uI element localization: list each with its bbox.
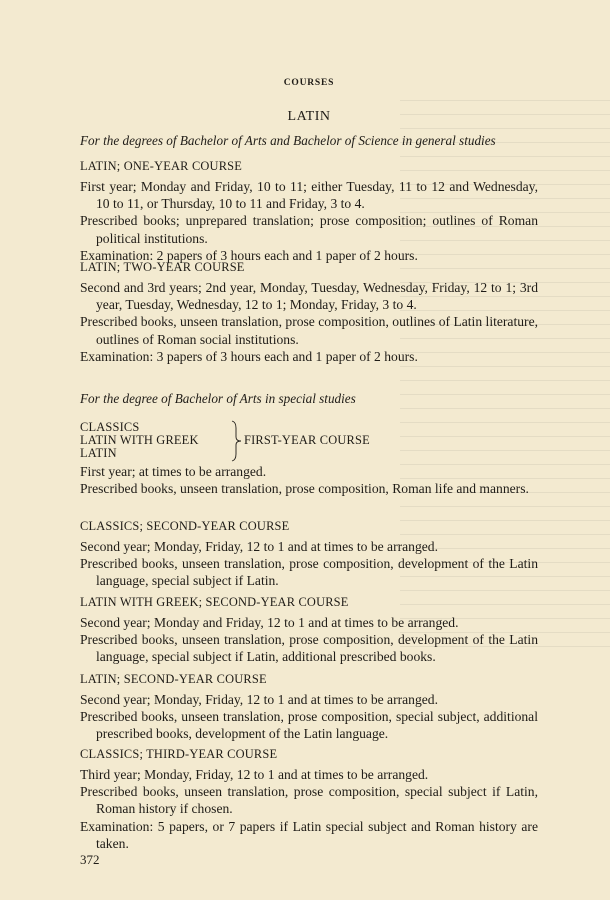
page-title: LATIN [287,109,331,124]
brace-icon [230,420,244,462]
section-latin-second-year [80,671,538,743]
section-classics-third-year [80,746,538,852]
entry-schedule: First year; at times to be arranged. [80,464,267,479]
group-item-latin: LATIN [80,446,117,460]
entry-schedule: Third year; Monday, Friday, 12 to 1 and at times to be arranged. [80,767,429,782]
entry-content: Prescribed books, unseen translation, prose composition, development of the Latin language, special subject if Latin, additional prescribed books. [80,632,538,665]
entry-schedule: Second year; Monday, Friday, 12 to 1 and at times to be arranged. [80,539,438,554]
section-latin-two-year [80,259,538,365]
section-latin-greek-second-year [80,594,538,666]
entry-schedule: Second year; Monday, Friday, 12 to 1 and at times to be arranged. [80,692,438,707]
document-page [80,0,538,900]
running-head: COURSES [283,78,335,88]
entry-content: Prescribed books, unseen translation, prose composition, special subject if Latin, Roman history if chosen. [80,784,538,817]
intro-special-studies: For the degree of Bachelor of Arts in special studies [80,391,356,406]
section-heading: LATIN; SECOND-YEAR COURSE [80,672,267,686]
section-heading: CLASSICS; SECOND-YEAR COURSE [80,519,290,533]
entry-examination: Examination: 5 papers, or 7 papers if Latin special subject and Roman history are taken. [80,818,538,851]
entry-examination: Examination: 3 papers of 3 hours each and 1 paper of 2 hours. [80,348,418,364]
first-year-course-group [80,420,538,462]
section-heading: CLASSICS; THIRD-YEAR COURSE [80,747,278,761]
entry-content: Prescribed books, unseen translation, prose composition, Roman life and manners. [80,481,529,497]
page-number: 372 [80,852,100,867]
entry-content: Prescribed books, unseen translation, prose composition, outlines of Latin literature, outlines of Roman social institutions. [80,314,538,347]
entry-content: Prescribed books, unseen translation, prose composition, special subject, additional prescribed books, development of the Latin language. [80,709,538,742]
entry-content: Prescribed books, unseen translation, prose composition, development of the Latin language, special subject if Latin. [80,556,538,589]
entry-schedule: First year; Monday and Friday, 10 to 11; either Tuesday, 11 to 12 and Wednesday, 10 to 11, or Thursday, 10 to 11 and Friday, 3 to 4. [80,179,538,212]
group-item-latin-with-greek: LATIN WITH GREEK [80,433,199,447]
entry-schedule: Second year; Monday and Friday, 12 to 1 and at times to be arranged. [80,615,459,630]
group-label: FIRST-YEAR COURSE [244,433,370,447]
section-heading: LATIN WITH GREEK; SECOND-YEAR COURSE [80,595,349,609]
section-latin-one-year [80,158,538,264]
section-first-year-entries [80,463,538,497]
section-heading: LATIN; TWO-YEAR COURSE [80,260,245,274]
section-heading: LATIN; ONE-YEAR COURSE [80,159,243,173]
entry-examination: Examination: 2 papers of 3 hours each and 1 paper of 2 hours. [80,247,418,263]
section-classics-second-year [80,518,538,590]
intro-general-studies: For the degrees of Bachelor of Arts and Bachelor of Science in general studies [80,133,496,148]
group-item-classics: CLASSICS [80,420,140,434]
entry-schedule: Second and 3rd years; 2nd year, Monday, Tuesday, Wednesday, Friday, 12 to 1; 3rd year, Tuesday, Wednesday, 12 to 1; Monday, Friday, 3 to 4. [80,280,538,313]
entry-content: Prescribed books; unprepared translation; prose composition; outlines of Roman political institutions. [80,213,538,246]
